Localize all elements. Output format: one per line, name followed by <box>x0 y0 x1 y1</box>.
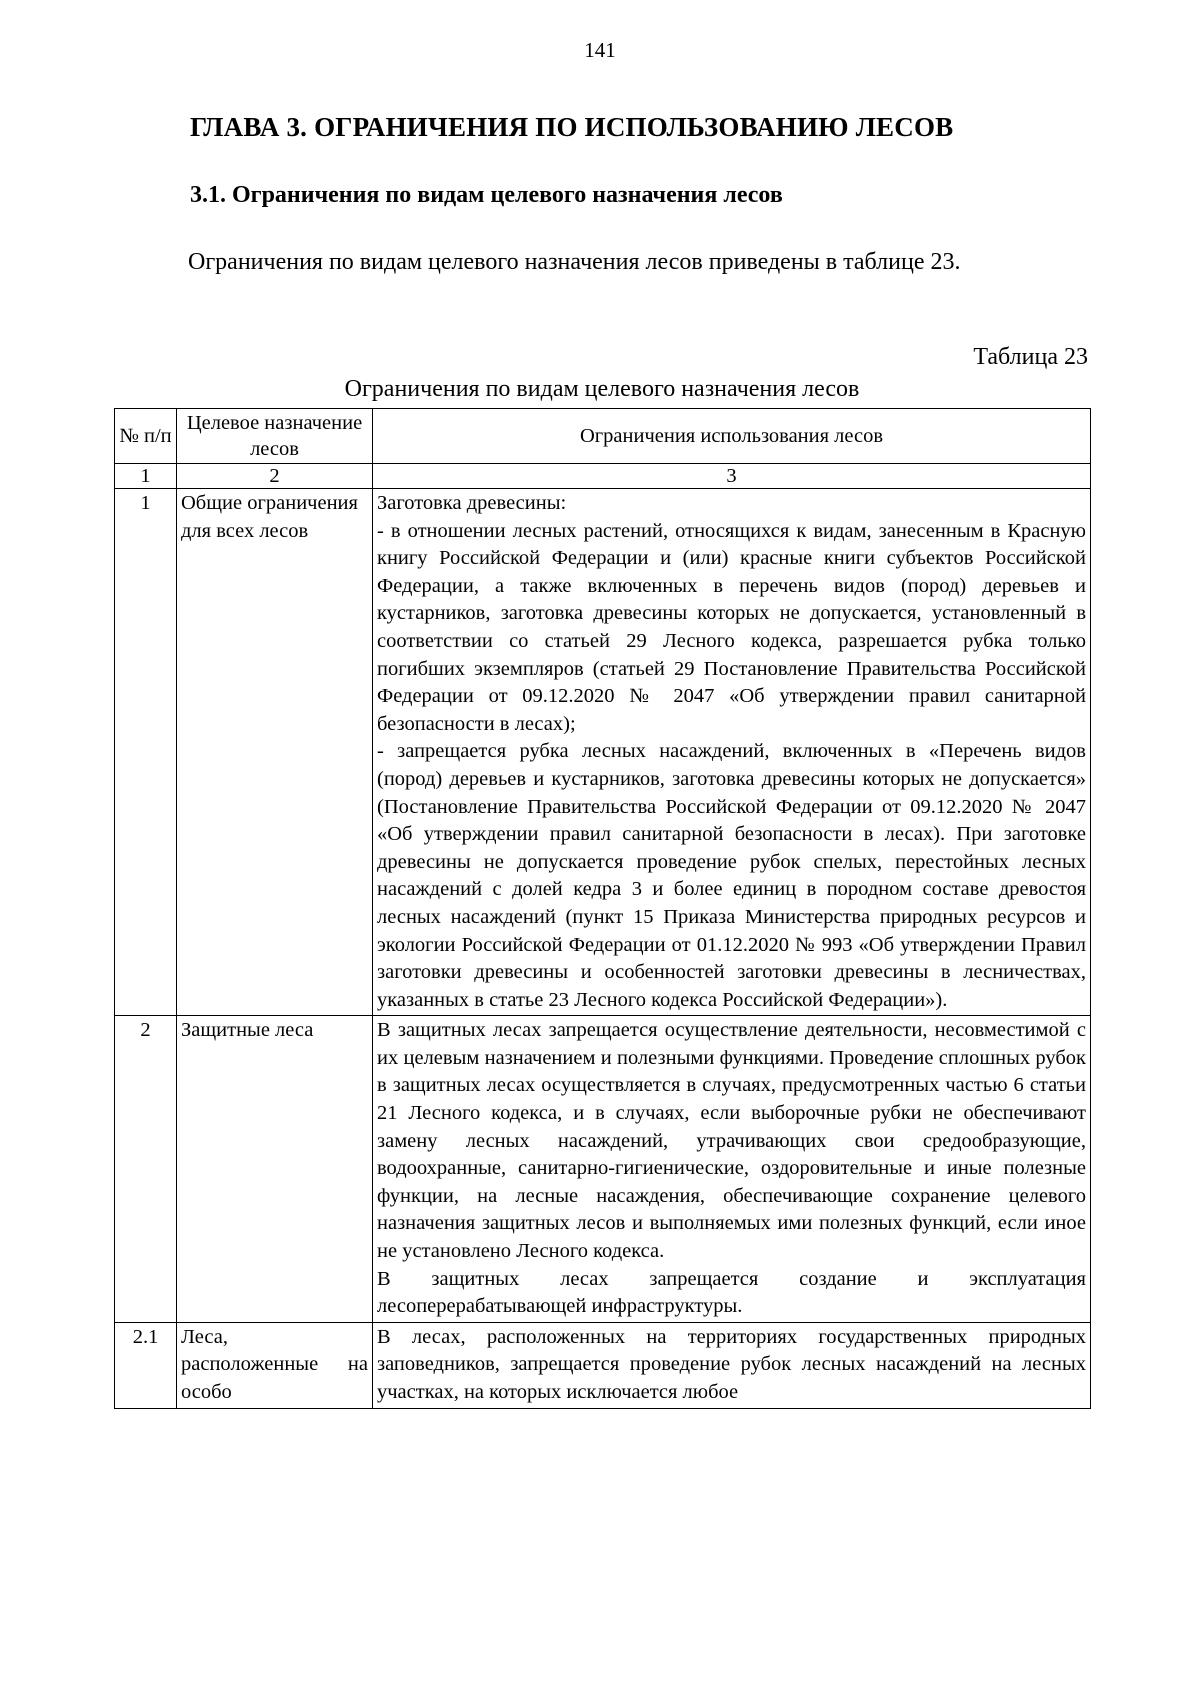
row-restrictions <box>373 1322 1091 1408</box>
row-restrictions <box>373 1016 1091 1323</box>
row-number: 2 <box>115 1016 177 1323</box>
header-num: № п/п <box>115 409 177 464</box>
table-row <box>115 1016 1091 1323</box>
restriction-paragraph: Заготовка древесины: <box>377 492 567 514</box>
column-number: 2 <box>177 464 373 489</box>
row-purpose: Леса, расположенные на особо <box>177 1322 373 1408</box>
restriction-paragraph: В защитных лесах запрещается осуществление деятельности, несовместимой с их целевым назначением и полезными функциями. Проведение сплошных рубок в защитных лесах осуществляется в случаях, предусмотренных частью 6 статьи 21 Лесного кодекса, и в случаях, если выборочные рубки не обеспечивают замену лесных насаждений, утрачивающих свои средообразующие, водоохранные, санитарно-гигиенические, оздоровительные и иные полезные функции, на лесные насаждения, обеспечивающие сохранение целевого назначения защитных лесов и выполняемых ими полезных функций, если иное не установлено Лесного кодекса. <box>377 1019 1086 1263</box>
header-restrictions: Ограничения использования лесов <box>373 409 1091 464</box>
row-purpose: Общие ограничения для всех лесов <box>177 489 373 1016</box>
restrictions-table <box>114 408 1091 1409</box>
column-number-row <box>115 464 1091 489</box>
intro-paragraph: Ограничения по видам целевого назначения лесов приведены в таблице 23. <box>188 249 961 275</box>
table-row <box>115 1322 1091 1408</box>
row-number: 1 <box>115 489 177 1016</box>
table-row <box>115 489 1091 1016</box>
row-purpose: Защитные леса <box>177 1016 373 1323</box>
column-number: 1 <box>115 464 177 489</box>
row-restrictions <box>373 489 1091 1016</box>
chapter-title: ГЛАВА 3. ОГРАНИЧЕНИЯ ПО ИСПОЛЬЗОВАНИЮ ЛЕСОВ <box>190 112 954 142</box>
restriction-paragraph: - запрещается рубка лесных насаждений, включенных в «Перечень видов (пород) деревьев и кустарников, заготовка древесины которых не допускается» (Постановление Правительства Российской Федерации от 09.12.2020 № 2047 «Об утверждении правил санитарной безопасности в лесах). При заготовке древесины не допускается проведение рубок спелых, перестойных лесных насаждений с долей кедра 3 и более единиц в породном составе древостоя лесных насаждений (пункт 15 Приказа Министерства природных ресурсов и экологии Российской Федерации от 01.12.2020 № 993 «Об утверждении Правил заготовки древесины и особенностей заготовки древесины в лесничествах, указанных в статье 23 Лесного кодекса Российской Федерации»). <box>377 740 1086 1011</box>
table-caption: Ограничения по видам целевого назначения лесов <box>344 376 860 402</box>
table-number: Таблица 23 <box>973 344 1088 370</box>
section-title: 3.1. Ограничения по видам целевого назначения лесов <box>190 182 783 208</box>
header-purpose: Целевое назначение лесов <box>177 409 373 464</box>
row-number: 2.1 <box>115 1322 177 1408</box>
restriction-paragraph: В лесах, расположенных на территориях государственных природных заповедников, запрещается проведение рубок лесных насаждений на лесных участках, на которых исключается любое <box>377 1325 1086 1403</box>
restriction-paragraph: - в отношении лесных растений, относящихся к видам, занесенным в Красную книгу Российской Федерации и (или) красные книги субъектов Российской Федерации, а также включенных в перечень видов (пород) деревьев и кустарников, заготовка древесины которых не допускается, установленный в соответствии со статьей 29 Лесного кодекса, разрешается рубка только погибших экземпляров (статьей 29 Постановление Правительства Российской Федерации от 09.12.2020 № 2047 «Об утверждении правил санитарной безопасности в лесах); <box>377 519 1086 735</box>
column-number: 3 <box>373 464 1091 489</box>
table-header-row <box>115 409 1091 464</box>
restriction-paragraph: В защитных лесах запрещается создание и эксплуатация лесоперерабатывающей инфраструктуры. <box>377 1267 1086 1318</box>
page-number: 141 <box>584 38 616 62</box>
